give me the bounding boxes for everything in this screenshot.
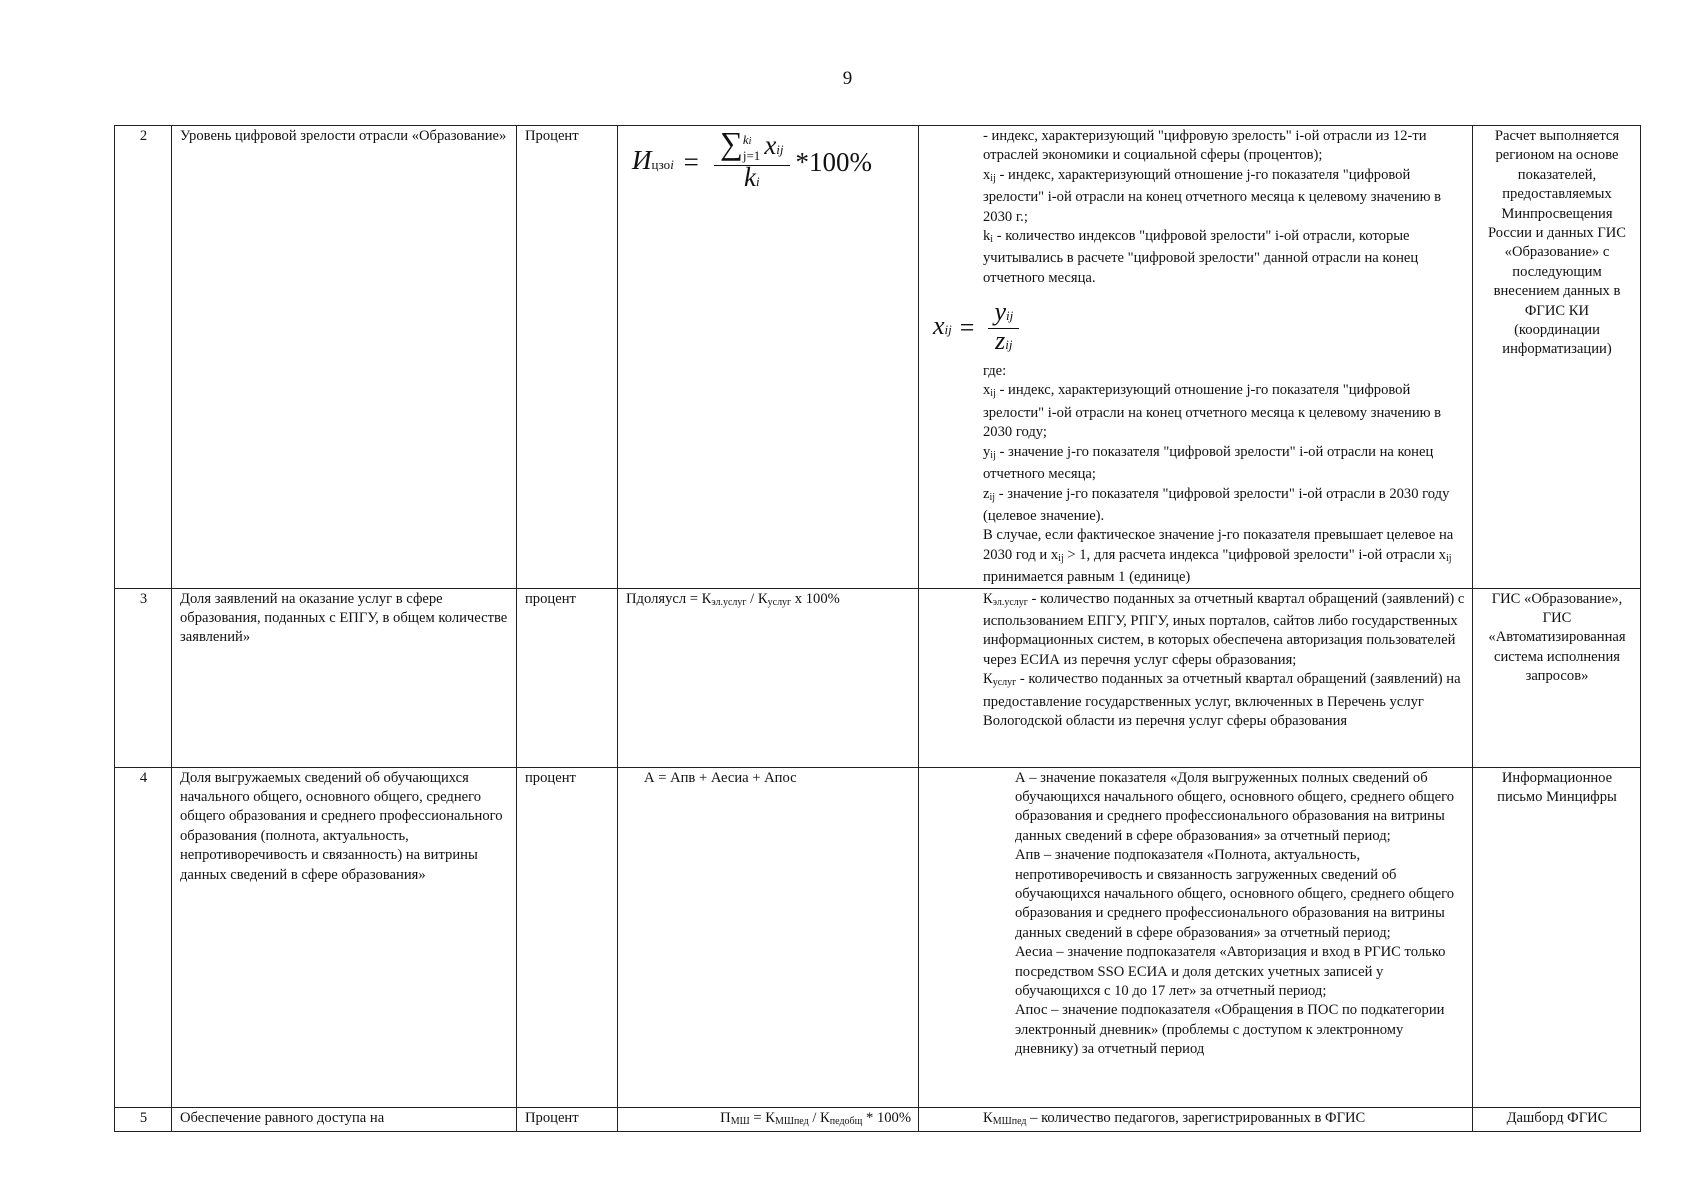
formula-cell bbox=[618, 126, 919, 589]
indicators-table bbox=[114, 125, 1641, 1132]
indicator-name: Уровень цифровой зрелости отрасли «Образование» bbox=[172, 126, 517, 589]
desc-line: Аесиа – значение подпоказателя «Авторизация и вход в РГИС только посредством SSO ЕСИА и доля детских учетных записей у обучающихся с 10 до 17 лет» за отчетный период; bbox=[1015, 944, 1446, 999]
formula-cell: $П_{МШ} = К_{МШпед} / К_{педобщ} * 100\%$ bbox=[618, 1107, 919, 1131]
formula bbox=[632, 125, 911, 192]
formula-fraction: ∑ ki j=1 xij ki bbox=[714, 133, 789, 191]
desc-line: А – значение показателя «Доля выгруженных полных сведений об обучающихся начального общего, основного общего, среднего общего образования и среднего профессионального образования на витрины данных сведений в сфере образования» за отчетный период; bbox=[1015, 769, 1455, 844]
unit: Процент bbox=[517, 126, 618, 589]
desc-line: В случае, если фактическое значение j-го показателя превышает целевое на 2030 год и $x_{ij} > 1$, для расчета индекса "цифровой зрелости" i-ой отрасли $x_{ij}$ принимается равным 1 (единице) bbox=[983, 527, 1454, 586]
formula-xij: xij = $\frac{\text{yij}}{\text{zij}}$ bbox=[933, 302, 1465, 354]
source: Расчет выполняется регионом на основе показателей, предоставляемых Минпросвещения России и данных ГИС «Образование» с последующим внесением данных в ФГИС КИ (координации информатизации) bbox=[1473, 126, 1641, 589]
row-number: 4 bbox=[115, 767, 172, 1107]
table-row bbox=[115, 126, 1641, 589]
table-row bbox=[115, 1107, 1641, 1131]
desc-line: Апос – значение подпоказателя «Обращения в ПОС по подкатегории электронный дневник» (проблемы с доступом к электронному дневнику) за отчетный период bbox=[1015, 1002, 1445, 1058]
formula-eq: = bbox=[681, 146, 701, 177]
formula-cell: А = Апв + Аесиа + Апос bbox=[618, 767, 919, 1107]
desc-line: $x_{ij}$ - индекс, характеризующий отношение j-го показателя "цифровой зрелости" i-ой отрасли на конец отчетного месяца к целевому значению в 2030 г.; bbox=[983, 166, 1442, 225]
desc-line: $x_{ij}$ - индекс, характеризующий отношение j-го показателя "цифровой зрелости" i-ой отрасли на конец отчетного месяца к целевому значению в 2030 году; bbox=[983, 382, 1442, 441]
desc-line: $k_i$ - количество индексов "цифровой зрелости" i-ой отрасли, которые учитывались в расчете "цифровой зрелости" данной отрасли на конец отчетного месяца. bbox=[983, 228, 1419, 286]
description-cell bbox=[919, 767, 1473, 1107]
desc-line: - индекс, характеризующий "цифровую зрелость" i-ой отрасли из 12-ти отраслей экономики и социальной сферы (процентов); bbox=[983, 128, 1427, 164]
desc-line: $К_{эл.услуг}$ - количество поданных за отчетный квартал обращений (заявлений) с использованием ЕПГУ, РПГУ, иных порталов, сайтов либо государственных информационных систем, в которых обеспечена авторизация пользователей через ЕСИА из перечня услуг сферы образования; bbox=[983, 590, 1465, 668]
page-number: 9 bbox=[842, 68, 853, 89]
desc-line: Апв – значение подпоказателя «Полнота, актуальность, непротиворечивость и связанность загруженных сведений об обучающихся начального общего, основного общего, среднего общего образования и среднего профессионального образования на витрины данных сведений в сфере образования» за отчетный период; bbox=[1015, 847, 1455, 941]
indicator-name: Доля выгружаемых сведений об обучающихся начального общего, основного общего, среднего общего образования и среднего профессионального образования (полнота, актуальность, непротиворечивость и связанность) на витрины данных сведений в сфере образования» bbox=[172, 767, 517, 1107]
row-number: 3 bbox=[115, 588, 172, 767]
source: ГИС «Образование», ГИС «Автоматизированная система исполнения запросов» bbox=[1473, 588, 1641, 767]
formula-suffix: *100% bbox=[795, 146, 873, 177]
indicator-name: Обеспечение равного доступа на bbox=[172, 1107, 517, 1131]
table-row bbox=[115, 588, 1641, 767]
source: Информационное письмо Минцифры bbox=[1473, 767, 1641, 1107]
table-row bbox=[115, 767, 1641, 1107]
description-cell bbox=[919, 126, 1473, 589]
formula-lhs: Ицзоi bbox=[632, 144, 674, 175]
desc-line: $z_{ij}$ - значение j-го показателя "цифровой зрелости" i-ой отрасли в 2030 году (целевое значение). bbox=[983, 485, 1450, 524]
row-number: 2 bbox=[115, 126, 172, 589]
desc-line: $y_{ij}$ - значение j-го показателя "цифровой зрелости" i-ой отрасли на конец отчетного месяца; bbox=[983, 443, 1434, 483]
description-cell bbox=[919, 1107, 1473, 1131]
unit: процент bbox=[517, 767, 618, 1107]
formula-cell: Пдоляусл = $К_{эл.услуг} / К_{услуг}$ x 100% bbox=[618, 588, 919, 767]
unit: Процент bbox=[517, 1107, 618, 1131]
description-cell bbox=[919, 588, 1473, 767]
indicator-name: Доля заявлений на оказание услуг в сфере образования, поданных с ЕПГУ, в общем количестве заявлений» bbox=[172, 588, 517, 767]
source: Дашборд ФГИС bbox=[1473, 1107, 1641, 1131]
desc-line: $К_{услуг}$ - количество поданных за отчетный квартал обращений (заявлений) на предоставление государственных услуг, включенных в Перечень услуг Вологодской области из перечня услуг сферы образования bbox=[983, 671, 1461, 729]
desc-line: где: bbox=[983, 363, 1007, 380]
row-number: 5 bbox=[115, 1107, 172, 1131]
unit: процент bbox=[517, 588, 618, 767]
desc-line: $К_{МШпед}$ – количество педагогов, зарегистрированных в ФГИС bbox=[983, 1109, 1366, 1127]
